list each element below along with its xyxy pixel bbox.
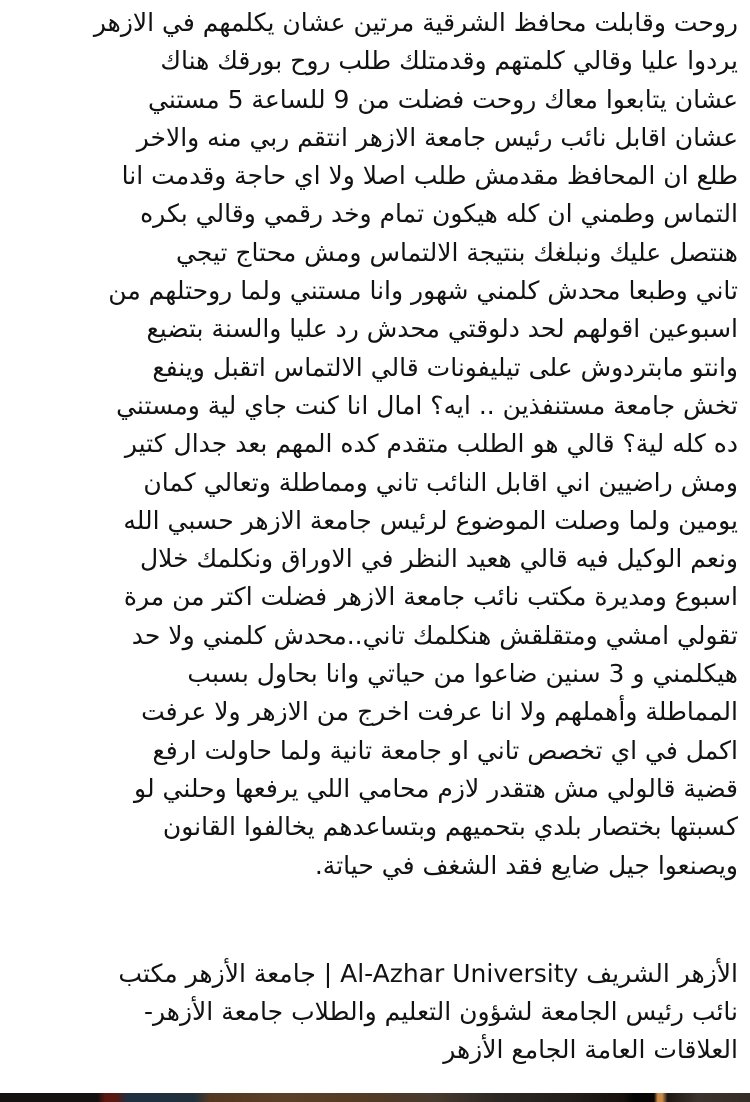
post-text-line: طلع ان المحافظ مقدمش طلب اصلا ولا اي حاجة وقدمت انا bbox=[121, 161, 738, 191]
post-text-line: هنتصل عليك ونبلغك بنتيجة الالتماس ومش محتاج تيجي bbox=[175, 237, 738, 267]
post-text-line: وانتو مابتردوش على تيليفونات قالي الالتماس اتقبل وينفع bbox=[152, 352, 738, 382]
post-text-line: هيكلمني و 3 سنين ضاعوا من حياتي وانا بحاول بسبب bbox=[187, 659, 738, 689]
post-text-line: عشان اقابل نائب رئيس جامعة الازهر انتقم ربي منه والاخر bbox=[136, 122, 738, 152]
attribution-line: نائب رئيس الجامعة لشؤون التعليم والطلاب جامعة الأزهر- bbox=[143, 997, 738, 1027]
post-text-line: ونعم الوكيل فيه قالي هعيد النظر في الاوراق ونكلمك خلال bbox=[140, 544, 738, 574]
attribution-line: العلاقات العامة الجامع الأزهر bbox=[443, 1035, 738, 1065]
post-text-line: اسبوع ومديرة مكتب نائب جامعة الازهر فضلت اكتر من مرة bbox=[123, 582, 738, 612]
tagged-pages-attribution bbox=[0, 955, 750, 1070]
post-text-line: ويصنعوا جيل ضايع فقد الشغف في حياتة. bbox=[314, 850, 738, 880]
post-text-line: تقولي امشي ومتقلقش هنكلمك تاني..محدش كلمني ولا حد bbox=[131, 620, 738, 650]
post-text-line: ده كله لية؟ قالي هو الطلب متقدم كده المهم بعد جدال كتير bbox=[124, 429, 738, 459]
post-text-line: يردوا عليا وقالي كلمتهم وقدمتلك طلب روح بورقك هناك bbox=[160, 46, 738, 76]
post-text-line: تخش جامعة مستنفذين .. ايه؟ امال انا كنت جاي لية ومستني bbox=[116, 390, 738, 420]
post-text-line: المماطلة وأهملهم ولا انا عرفت اخرج من الازهر ولا عرفت bbox=[141, 697, 738, 727]
post-text-line: اسبوعين اقولهم لحد دلوقتي محدش رد عليا والسنة بتضيع bbox=[146, 314, 738, 344]
post-text-line: قضية قالولي مش هتقدر لازم محامي اللي يرفعها وحلني لو bbox=[134, 773, 738, 803]
post-text-line: عشان يتابعوا معاك روحت فضلت من 9 للساعة 5 مستني bbox=[148, 84, 738, 114]
attribution-line: الأزهر الشريف Al-Azhar University | جامعة الأزهر مكتب bbox=[118, 958, 738, 988]
post-text-line: اكمل في اي تخصص تاني او جامعة تانية ولما حاولت ارفع bbox=[152, 735, 738, 765]
attached-photo-top-edge[interactable] bbox=[0, 1093, 750, 1102]
post-text-line: كسبتها بختصار بلدي بتحميهم وبتساعدهم يخالفوا القانون bbox=[162, 812, 738, 842]
post-text-line: روحت وقابلت محافظ الشرقية مرتين عشان يكلمهم في الازهر bbox=[93, 8, 738, 37]
post-text-line: ومش راضيين اني اقابل النائب تاني ومماطلة وتعالي كمان bbox=[143, 467, 738, 497]
post-text-line: تاني وطبعا محدش كلمني شهور وانا مستني ولما روحتلهم من bbox=[108, 276, 738, 306]
post-text-line: يومين ولما وصلت الموضوع لرئيس جامعة الازهر حسبي الله bbox=[123, 505, 738, 535]
post-text-line: التماس وطمني ان كله هيكون تمام وخد رقمي وقالي بكره bbox=[140, 199, 738, 229]
